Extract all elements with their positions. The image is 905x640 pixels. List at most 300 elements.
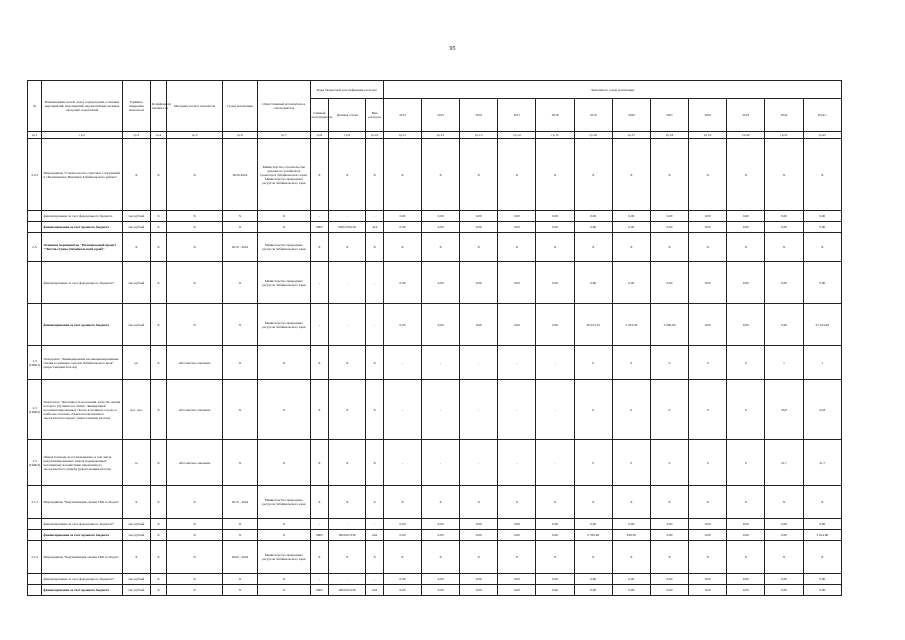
- row-number-cell: [28, 262, 42, 304]
- table-cell: -: [329, 519, 366, 530]
- table-cell: X: [727, 139, 765, 211]
- row-number-cell: 2.5 (ПОК2): [28, 380, 42, 440]
- table-cell: 0: [574, 440, 612, 486]
- column-number: гр.22: [803, 132, 841, 139]
- table-cell: 0,00: [727, 211, 765, 222]
- table-cell: X: [803, 139, 841, 211]
- header-coef: Коэффициент значимости: [150, 81, 167, 132]
- table-cell: X: [222, 530, 257, 541]
- table-cell: X: [498, 233, 536, 262]
- column-number: гр.20: [727, 132, 765, 139]
- table-cell: 244: [366, 585, 384, 596]
- row-number-cell: [28, 211, 42, 222]
- table-cell: 0605: [310, 222, 329, 233]
- header-unit: Единица измерения показателя: [122, 81, 150, 132]
- table-cell: тыс.рублей: [122, 574, 150, 585]
- table-cell: 0,00: [650, 519, 688, 530]
- table-cell: 0: [612, 380, 650, 440]
- table-cell: -: [498, 346, 536, 380]
- table-row: [28, 346, 842, 380]
- table-cell: X: [366, 486, 384, 519]
- table-cell: X: [167, 486, 223, 519]
- table-cell: 0,00: [803, 585, 841, 596]
- table-cell: X: [765, 541, 803, 574]
- table-cell: 0,00: [689, 211, 727, 222]
- table-cell: 0,00: [422, 262, 460, 304]
- table-cell: 0,00: [689, 262, 727, 304]
- table-cell: 1: [765, 346, 803, 380]
- header-year: 2018: [536, 99, 574, 132]
- table-cell: 0,00: [574, 262, 612, 304]
- table-cell: 0,00: [727, 222, 765, 233]
- table-cell: X: [222, 380, 257, 440]
- table-cell: X: [222, 222, 257, 233]
- table-cell: 0,00: [803, 519, 841, 530]
- table-cell: тыс.рублей: [122, 222, 150, 233]
- table-cell: 0,00: [498, 519, 536, 530]
- table-cell: X: [574, 139, 612, 211]
- table-cell: X: [167, 222, 223, 233]
- row-number-cell: 2.4.3: [28, 139, 42, 211]
- table-cell: 0,00: [422, 304, 460, 346]
- header-period: Сроки реализации: [222, 81, 257, 132]
- table-cell: X: [258, 440, 311, 486]
- column-number: гр.5: [167, 132, 223, 139]
- column-number: гр.18: [650, 132, 688, 139]
- table-cell: 0,00: [612, 222, 650, 233]
- table-cell: X: [650, 541, 688, 574]
- table-cell: тыс.рублей: [122, 262, 150, 304]
- header-codes-group: Коды бюджетной классификации расходов: [310, 81, 383, 99]
- table-cell: X: [689, 233, 727, 262]
- table-row: [28, 440, 842, 486]
- table-cell: X: [422, 486, 460, 519]
- header-year: 2016: [460, 99, 498, 132]
- table-row: [28, 519, 842, 530]
- table-cell: X: [167, 530, 223, 541]
- table-cell: 0,00: [536, 530, 574, 541]
- table-cell: 0,00: [803, 262, 841, 304]
- table-cell: X: [222, 262, 257, 304]
- table-cell: X: [258, 585, 311, 596]
- table-cell: 1: [803, 346, 841, 380]
- table-cell: -: [383, 440, 421, 486]
- table-cell: X: [536, 233, 574, 262]
- row-number-cell: 2.5.: [28, 233, 42, 262]
- table-cell: -: [310, 574, 329, 585]
- table-cell: 0,00: [383, 211, 421, 222]
- table-cell: 0,00: [498, 574, 536, 585]
- table-cell: X: [460, 541, 498, 574]
- table-cell: X: [222, 211, 257, 222]
- table-cell: 0,00: [574, 585, 612, 596]
- table-cell: X: [689, 139, 727, 211]
- table-cell: -: [422, 440, 460, 486]
- header-year: 2023: [727, 99, 765, 132]
- table-cell: X: [167, 262, 223, 304]
- row-number-cell: [28, 574, 42, 585]
- table-cell: X: [222, 519, 257, 530]
- table-cell: -: [498, 380, 536, 440]
- header-year: 2014: [383, 99, 421, 132]
- table-cell: X: [258, 222, 311, 233]
- table-cell: 0,00: [574, 574, 612, 585]
- page-number: 95: [449, 46, 456, 52]
- table-cell: -: [536, 440, 574, 486]
- table-cell: 0,00: [498, 585, 536, 596]
- header-code: Вид расходов: [366, 99, 384, 132]
- table-cell: 0,00: [650, 262, 688, 304]
- column-number: гр.19: [689, 132, 727, 139]
- table-cell: X: [310, 233, 329, 262]
- table-cell: X: [310, 440, 329, 486]
- table-cell: 0,00: [689, 530, 727, 541]
- row-number-cell: 2.5 (ПОК1): [28, 346, 42, 380]
- row-name-cell: Основное мероприятие "Региональный проект "Чистая страна (Забайкальский край)": [42, 233, 122, 262]
- table-cell: 0,00: [727, 519, 765, 530]
- table-cell: 0,00: [765, 262, 803, 304]
- row-number-cell: [28, 222, 42, 233]
- table-cell: 0,00: [536, 211, 574, 222]
- table-row: [28, 574, 842, 585]
- table-cell: X: [689, 486, 727, 519]
- table-row: [28, 486, 842, 519]
- table-cell: X: [222, 346, 257, 380]
- table-cell: 0,00: [574, 211, 612, 222]
- table-cell: X: [150, 211, 167, 222]
- table-cell: Министерство природных ресурсов Забайкальского края: [258, 541, 311, 574]
- table-cell: 0,00: [574, 519, 612, 530]
- table-cell: X: [122, 139, 150, 211]
- table-cell: 414: [366, 222, 384, 233]
- table-cell: X: [329, 233, 366, 262]
- row-number-cell: 2.5.2: [28, 541, 42, 574]
- row-name-cell: финансирование за счет краевого бюджета: [42, 530, 122, 541]
- row-name-cell: финансирование за счет федерального бюджета: [42, 211, 122, 222]
- table-cell: 0,00: [536, 304, 574, 346]
- table-cell: -: [366, 211, 384, 222]
- header-code: Целевая статья: [329, 99, 366, 132]
- table-cell: X: [258, 211, 311, 222]
- table-cell: X: [167, 541, 223, 574]
- table-cell: X: [222, 574, 257, 585]
- table-cell: X: [329, 139, 366, 211]
- table-cell: X: [383, 541, 421, 574]
- row-name-cell: финансирование за счет федерального бюджета*: [42, 262, 122, 304]
- table-cell: 0,00: [650, 211, 688, 222]
- table-cell: -: [310, 304, 329, 346]
- table-cell: -: [460, 346, 498, 380]
- table-cell: X: [650, 233, 688, 262]
- table-cell: X: [650, 486, 688, 519]
- table-cell: 0,00: [460, 585, 498, 596]
- table-cell: X: [222, 585, 257, 596]
- table-cell: 244: [366, 530, 384, 541]
- table-cell: X: [150, 585, 167, 596]
- table-cell: 0,00: [536, 262, 574, 304]
- table-cell: 0,00: [650, 574, 688, 585]
- table-cell: 0,00: [689, 574, 727, 585]
- table-cell: X: [329, 541, 366, 574]
- row-number-cell: 2.5.1: [28, 486, 42, 519]
- table-cell: 2020 - 2024: [222, 541, 257, 574]
- table-cell: X: [498, 139, 536, 211]
- column-number: гр.14: [498, 132, 536, 139]
- table-cell: тыс.рублей: [122, 519, 150, 530]
- table-cell: 0,00: [765, 211, 803, 222]
- table-cell: X: [150, 530, 167, 541]
- table-cell: -: [329, 574, 366, 585]
- table-cell: X: [383, 486, 421, 519]
- table-cell: 0: [689, 346, 727, 380]
- column-number: гр.7: [258, 132, 311, 139]
- table-cell: X: [310, 139, 329, 211]
- table-cell: 0,00: [460, 211, 498, 222]
- table-cell: X: [422, 541, 460, 574]
- table-cell: X: [258, 519, 311, 530]
- table-cell: X: [727, 541, 765, 574]
- table-row: [28, 304, 842, 346]
- table-cell: 0,00: [765, 519, 803, 530]
- table-cell: 0,00: [460, 530, 498, 541]
- table-cell: 2 000,00: [650, 304, 688, 346]
- table-cell: 0,00: [383, 262, 421, 304]
- table-cell: 43,8: [803, 380, 841, 440]
- table-cell: 818,30: [612, 530, 650, 541]
- header-values-group: Значения по годам реализации: [383, 81, 841, 99]
- table-cell: Абсолютное значение: [167, 346, 223, 380]
- table-cell: X: [383, 139, 421, 211]
- column-number: гр.9: [329, 132, 366, 139]
- table-cell: 0,00: [689, 222, 727, 233]
- table-cell: 0,00: [689, 585, 727, 596]
- table-cell: -: [329, 304, 366, 346]
- table-cell: X: [765, 486, 803, 519]
- column-number: гр.21: [765, 132, 803, 139]
- table-cell: X: [329, 380, 366, 440]
- column-number: гр.16: [574, 132, 612, 139]
- table-cell: 2019 - 2024: [222, 486, 257, 519]
- header-year: 2022: [689, 99, 727, 132]
- table-cell: 3 614,90: [803, 530, 841, 541]
- table-cell: X: [150, 139, 167, 211]
- table-cell: -: [310, 211, 329, 222]
- table-cell: 0,00: [765, 304, 803, 346]
- table-cell: X: [167, 585, 223, 596]
- table-cell: тыс.рублей: [122, 211, 150, 222]
- table-cell: 0: [574, 346, 612, 380]
- table-cell: 0820107236: [329, 585, 366, 596]
- row-number-cell: [28, 585, 42, 596]
- table-cell: X: [167, 574, 223, 585]
- table-cell: X: [422, 139, 460, 211]
- row-number-cell: [28, 519, 42, 530]
- table-cell: X: [167, 139, 223, 211]
- table-cell: Министерство природных ресурсов Забайкальского края: [258, 486, 311, 519]
- table-cell: X: [150, 380, 167, 440]
- table-cell: 0,00: [612, 519, 650, 530]
- table-cell: 0: [650, 346, 688, 380]
- table-cell: 0,00: [727, 574, 765, 585]
- table-cell: X: [150, 222, 167, 233]
- table-cell: X: [150, 519, 167, 530]
- table-cell: X: [803, 233, 841, 262]
- table-cell: 0605: [310, 585, 329, 596]
- table-cell: -: [329, 262, 366, 304]
- table-cell: X: [536, 541, 574, 574]
- header-year: 2017: [498, 99, 536, 132]
- row-name-cell: финансирование за счет краевого бюджета: [42, 585, 122, 596]
- table-cell: 43,8: [765, 380, 803, 440]
- table-cell: 0,00: [498, 304, 536, 346]
- table-cell: X: [366, 139, 384, 211]
- table-cell: X: [150, 346, 167, 380]
- table-cell: X: [536, 139, 574, 211]
- table-cell: 0,00: [650, 222, 688, 233]
- table-cell: X: [222, 440, 257, 486]
- table-cell: 0: [689, 440, 727, 486]
- header-total: Итого: [803, 99, 841, 132]
- column-number: гр.17: [612, 132, 650, 139]
- table-cell: Абсолютное значение: [167, 380, 223, 440]
- table-cell: X: [612, 486, 650, 519]
- table-cell: 0,00: [765, 530, 803, 541]
- table-cell: X: [765, 233, 803, 262]
- table-cell: 0,00: [422, 585, 460, 596]
- table-cell: 0: [574, 380, 612, 440]
- table-cell: X: [612, 541, 650, 574]
- column-number: гр.13: [460, 132, 498, 139]
- table-cell: 0820107236: [329, 530, 366, 541]
- table-cell: -: [366, 304, 384, 346]
- table-cell: 0,00: [498, 530, 536, 541]
- table-cell: 0,00: [422, 211, 460, 222]
- row-number-cell: 2.5 (ПОК3): [28, 440, 42, 486]
- table-cell: X: [574, 486, 612, 519]
- table-cell: X: [460, 486, 498, 519]
- table-cell: 0,00: [536, 574, 574, 585]
- table-cell: X: [310, 486, 329, 519]
- table-cell: X: [222, 304, 257, 346]
- table-cell: X: [612, 233, 650, 262]
- table-cell: 0,00: [803, 211, 841, 222]
- table-cell: -: [310, 519, 329, 530]
- table-row: [28, 585, 842, 596]
- row-name-cell: Мероприятие "Рекультивация свалки ТБО в г.Борзя": [42, 541, 122, 574]
- table-cell: X: [150, 440, 167, 486]
- row-name-cell: Мероприятие "Рекультивация свалки ТБО в г.Борзя": [42, 486, 122, 519]
- table-cell: 0,00: [536, 519, 574, 530]
- table-cell: X: [765, 139, 803, 211]
- table-cell: тыс.рублей: [122, 530, 150, 541]
- table-cell: 0,00: [574, 222, 612, 233]
- table-cell: 2019 - 2024: [222, 233, 257, 262]
- table-cell: X: [803, 541, 841, 574]
- header-name: Наименование целей, задач, подпрограмм, основных мероприятий, мероприятий, ведомственных целевых программ, показателей: [42, 81, 122, 132]
- column-number: гр.12: [422, 132, 460, 139]
- table-cell: 25 324,40: [803, 304, 841, 346]
- column-numbers-row: [28, 132, 842, 139]
- table-cell: 0: [689, 380, 727, 440]
- table-cell: X: [258, 380, 311, 440]
- table-cell: Министерство строительства дорожного хозяйства и транспорта Забайкальского края, Министерство природных ресурсов Забайкальского края: [258, 139, 311, 211]
- table-cell: -: [460, 380, 498, 440]
- table-row: [28, 380, 842, 440]
- table-header: [28, 81, 842, 139]
- table-cell: -: [422, 346, 460, 380]
- program-table: [27, 80, 842, 596]
- table-cell: 0,00: [765, 585, 803, 596]
- table-cell: 0,00: [612, 211, 650, 222]
- table-cell: 0,00: [536, 585, 574, 596]
- row-name-cell: финансирование за счет краевого бюджета: [42, 222, 122, 233]
- table-cell: -: [329, 211, 366, 222]
- table-cell: X: [122, 233, 150, 262]
- row-number-cell: [28, 530, 42, 541]
- table-cell: Министерство природных ресурсов Забайкальского края: [258, 262, 311, 304]
- header-year: 2020: [612, 99, 650, 132]
- table-cell: 0: [727, 346, 765, 380]
- table-cell: Министерство природных ресурсов Забайкальского края: [258, 233, 311, 262]
- table-row: [28, 139, 842, 211]
- table-cell: X: [329, 440, 366, 486]
- column-number: гр.10: [366, 132, 384, 139]
- table-cell: X: [727, 486, 765, 519]
- table-cell: 0,00: [422, 530, 460, 541]
- table-cell: X: [122, 541, 150, 574]
- table-cell: 0,00: [422, 574, 460, 585]
- column-number: гр.15: [536, 132, 574, 139]
- table-cell: X: [366, 541, 384, 574]
- table-cell: 0,00: [383, 304, 421, 346]
- table-cell: 0,00: [650, 530, 688, 541]
- table-cell: 0,00: [727, 262, 765, 304]
- table-cell: X: [689, 541, 727, 574]
- table-cell: -: [536, 380, 574, 440]
- table-row: [28, 541, 842, 574]
- table-cell: X: [498, 486, 536, 519]
- table-cell: X: [727, 233, 765, 262]
- table-cell: 0,00: [727, 585, 765, 596]
- table-cell: X: [574, 233, 612, 262]
- table-cell: 0: [612, 346, 650, 380]
- table-cell: 0,00: [803, 574, 841, 585]
- table-cell: 0: [650, 380, 688, 440]
- table-cell: 0,00: [422, 519, 460, 530]
- table-cell: Министерство природных ресурсов Забайкальского края: [258, 304, 311, 346]
- table-cell: 0,00: [650, 585, 688, 596]
- table-cell: 0,00: [765, 222, 803, 233]
- table-cell: 0,00: [383, 530, 421, 541]
- table-cell: 0: [612, 440, 650, 486]
- table-cell: тыс.рублей: [122, 585, 150, 596]
- table-cell: X: [310, 346, 329, 380]
- table-row: [28, 262, 842, 304]
- table-cell: 0,00: [383, 574, 421, 585]
- table-cell: 0,00: [612, 574, 650, 585]
- row-name-cell: Показатель "Ликвидированы несанкционированные свалки в границах городов Забайкальского края" (нарастающим итогом): [42, 346, 122, 380]
- table-cell: 0,00: [422, 222, 460, 233]
- table-cell: 0,00: [460, 574, 498, 585]
- table-cell: X: [366, 346, 384, 380]
- table-cell: X: [366, 380, 384, 440]
- header-year: 2024: [765, 99, 803, 132]
- table-cell: X: [329, 346, 366, 380]
- table-cell: -: [366, 519, 384, 530]
- column-number: гр.3: [122, 132, 150, 139]
- table-cell: X: [383, 233, 421, 262]
- header-method: Методика расчета показателя: [167, 81, 223, 132]
